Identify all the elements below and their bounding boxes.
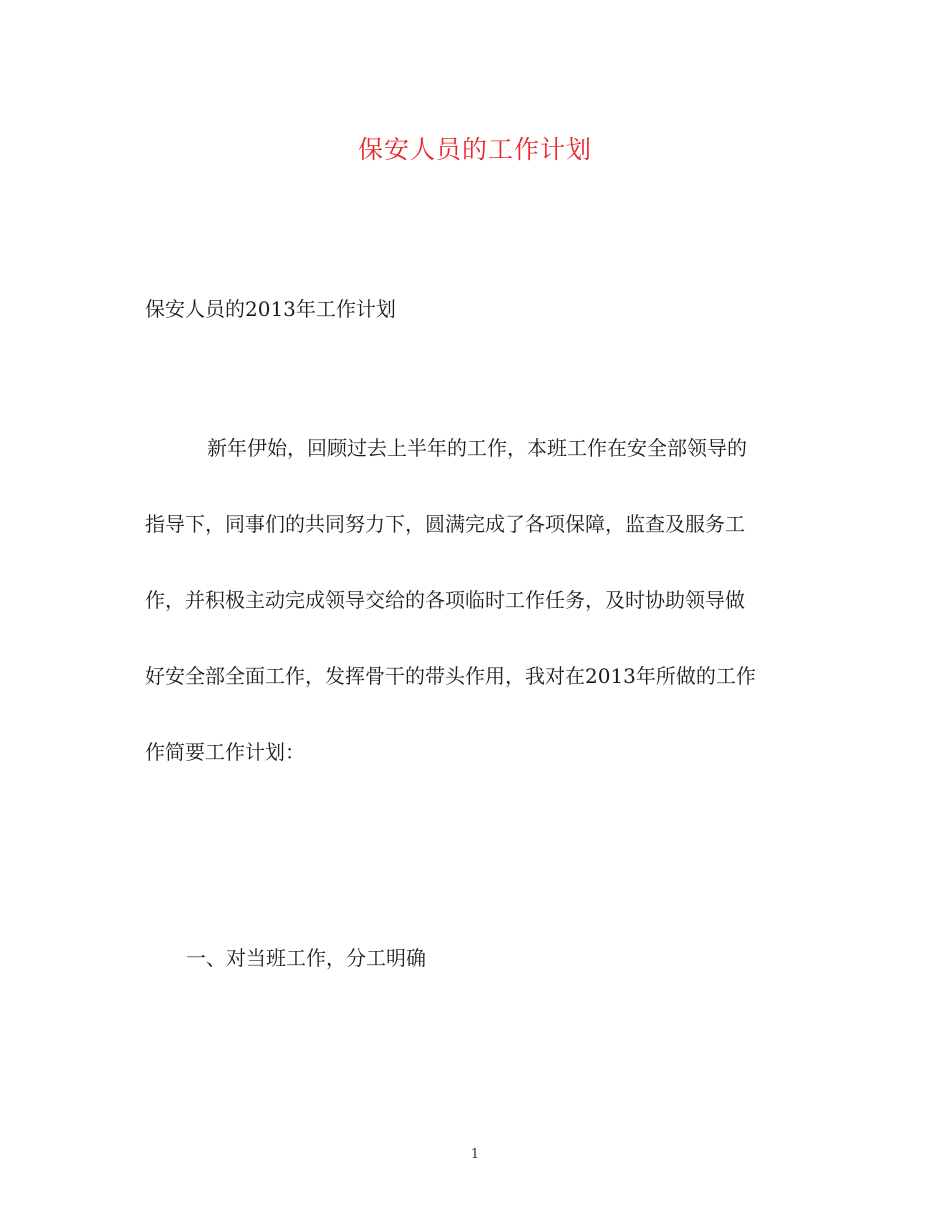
page-number: 1 — [470, 1147, 480, 1162]
paragraph-line: 新年伊始，回顾过去上半年的工作，本班工作在安全部领导的 — [207, 436, 747, 460]
document-subtitle: 保安人员的2013年工作计划 — [145, 297, 396, 321]
paragraph-line: 好安全部全面工作，发挥骨干的带头作用，我对在2013年所做的工作 — [145, 664, 756, 688]
paragraph-line: 作，并积极主动完成领导交给的各项临时工作任务，及时协助领导做 — [145, 588, 745, 612]
section-heading: 一、对当班工作，分工明确 — [186, 946, 426, 970]
document-title: 保安人员的工作计划 — [357, 135, 592, 164]
paragraph-line: 作简要工作计划： — [145, 740, 305, 764]
body-paragraph — [145, 424, 805, 804]
paragraph-line: 指导下，同事们的共同努力下，圆满完成了各项保障，监查及服务工 — [145, 512, 745, 536]
